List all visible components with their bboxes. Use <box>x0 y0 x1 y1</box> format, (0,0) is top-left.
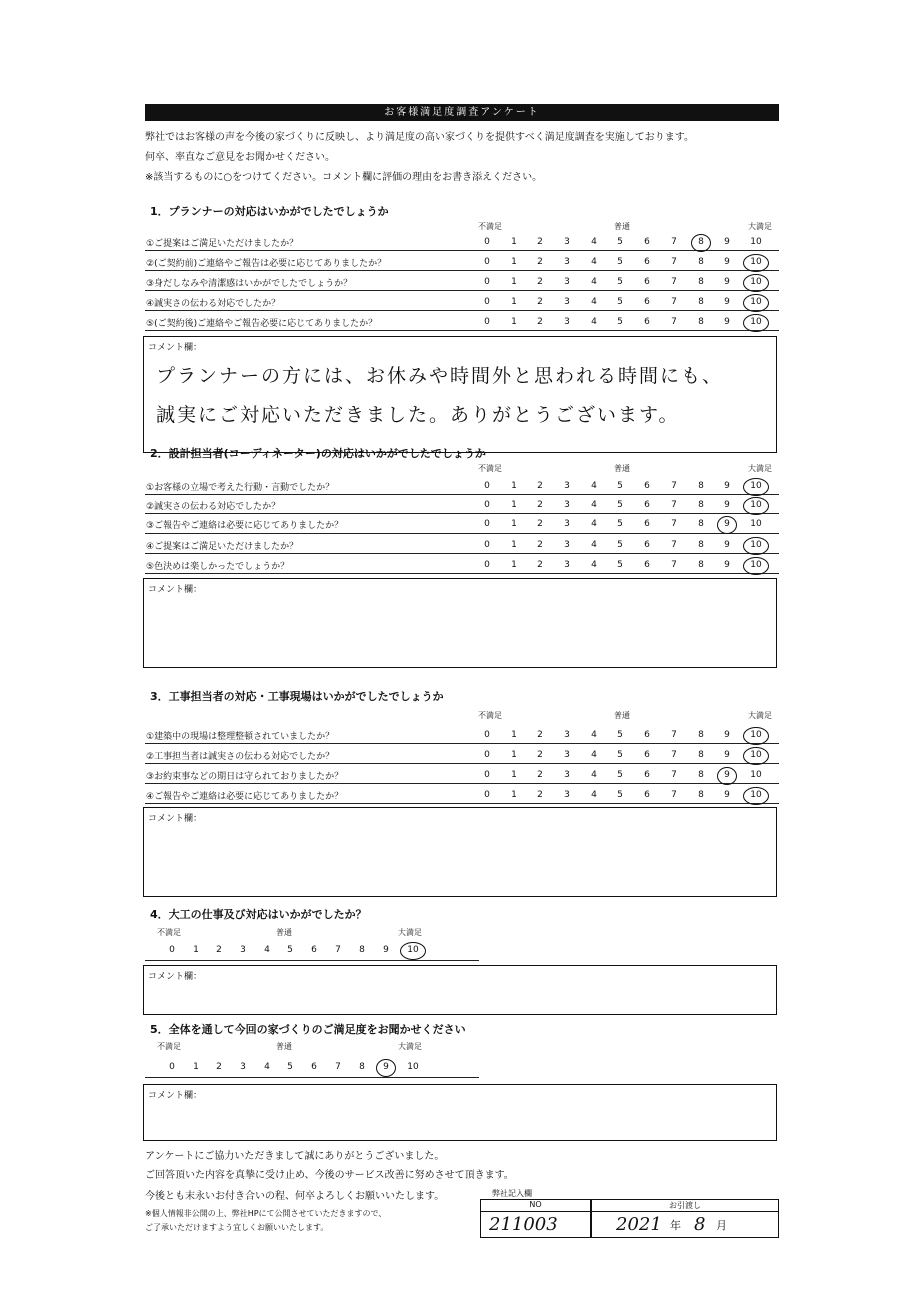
rating-option[interactable]: 4 <box>591 790 597 800</box>
rating-option[interactable]: 8 <box>359 1062 365 1072</box>
section-title: 4．大工の仕事及び対応はいかがでしたか？ <box>150 908 367 921</box>
selected-rating-circle <box>717 767 737 785</box>
rating-option[interactable]: 8 <box>698 540 704 550</box>
rating-option[interactable]: 4 <box>591 730 597 740</box>
rating-option[interactable]: 9 <box>724 481 730 491</box>
rating-option[interactable]: 9 <box>724 297 730 307</box>
rating-option[interactable]: 6 <box>644 317 650 327</box>
question-divider <box>145 513 779 514</box>
intro-line: 何卒、率直なご意見をお聞かせください。 <box>145 152 335 163</box>
section-title: 1．プランナーの対応はいかがでしたでしょうか <box>150 205 389 218</box>
rating-option[interactable]: 8 <box>698 500 704 510</box>
comment-box[interactable] <box>143 965 777 1015</box>
rating-option[interactable]: 4 <box>591 519 597 529</box>
page-title: お客様満足度調査アンケート <box>145 104 779 121</box>
question-text: ①ご提案はご満足いただけましたか？ <box>146 239 299 249</box>
rating-option[interactable]: 7 <box>671 790 677 800</box>
rating-option[interactable]: 9 <box>724 790 730 800</box>
rating-option[interactable]: 3 <box>564 257 570 267</box>
rating-option[interactable]: 5 <box>287 945 293 955</box>
month-unit: 月 <box>716 1219 727 1232</box>
rating-option[interactable]: 3 <box>564 481 570 491</box>
rating-option[interactable]: 7 <box>671 500 677 510</box>
rating-option[interactable]: 7 <box>671 277 677 287</box>
no-label: NO <box>480 1199 591 1211</box>
question-divider <box>145 310 779 311</box>
question-text: ④誠実さの伝わる対応でしたか？ <box>146 299 281 309</box>
rating-option[interactable]: 10 <box>750 277 762 287</box>
rating-option[interactable]: 3 <box>564 560 570 570</box>
rating-option[interactable]: 8 <box>698 297 704 307</box>
rating-option[interactable]: 8 <box>698 560 704 570</box>
question-text: ②工事担当者は誠実さの伝わる対応でしたか？ <box>146 752 335 762</box>
rating-option[interactable]: 2 <box>537 237 543 247</box>
rating-option[interactable]: 10 <box>750 257 762 267</box>
rating-option[interactable]: 6 <box>644 277 650 287</box>
rating-option[interactable]: 9 <box>724 730 730 740</box>
rating-option[interactable]: 9 <box>724 237 730 247</box>
rating-option[interactable]: 5 <box>617 317 623 327</box>
rating-option[interactable]: 2 <box>537 277 543 287</box>
scale-high-label: 大満足 <box>398 1042 422 1051</box>
rating-option[interactable]: 6 <box>644 500 650 510</box>
rating-option[interactable]: 0 <box>484 750 490 760</box>
scale-high-label: 大満足 <box>748 711 772 720</box>
rating-option[interactable]: 10 <box>750 750 762 760</box>
privacy-note: ※個人情報非公開の上、弊社HPにて公開させていただきますので、 <box>145 1209 387 1218</box>
rating-option[interactable]: 8 <box>698 277 704 287</box>
rating-option[interactable]: 4 <box>264 945 270 955</box>
question-divider <box>145 573 779 574</box>
rating-option[interactable]: 1 <box>511 237 517 247</box>
rating-option[interactable]: 5 <box>617 770 623 780</box>
rating-option[interactable]: 9 <box>724 560 730 570</box>
question-divider <box>145 494 779 495</box>
rating-option[interactable]: 9 <box>724 750 730 760</box>
rating-option[interactable]: 3 <box>564 770 570 780</box>
rating-option[interactable]: 6 <box>644 790 650 800</box>
section-title: 3．工事担当者の対応・工事現場はいかがでしたでしょうか <box>150 690 444 703</box>
rating-option[interactable]: 7 <box>671 237 677 247</box>
selected-rating-circle <box>691 234 711 252</box>
rating-option[interactable]: 9 <box>383 1062 389 1072</box>
selected-rating-circle <box>376 1059 396 1077</box>
rating-option[interactable]: 4 <box>591 540 597 550</box>
rating-option[interactable]: 10 <box>750 500 762 510</box>
question-divider <box>145 783 779 784</box>
rating-option[interactable]: 4 <box>591 750 597 760</box>
rating-option[interactable]: 1 <box>511 750 517 760</box>
rating-option[interactable]: 10 <box>407 1062 419 1072</box>
rating-option[interactable]: 4 <box>591 481 597 491</box>
selected-rating-circle <box>743 478 769 496</box>
rating-option[interactable]: 1 <box>511 500 517 510</box>
question-text: ⑤色決めは楽しかったでしょうか？ <box>146 562 290 572</box>
rating-option[interactable]: 4 <box>264 1062 270 1072</box>
question-divider <box>145 553 779 554</box>
scale-high-label: 大満足 <box>398 928 422 937</box>
question-divider <box>145 290 779 291</box>
rating-option[interactable]: 10 <box>750 297 762 307</box>
rating-option[interactable]: 7 <box>671 519 677 529</box>
rating-option[interactable]: 0 <box>484 277 490 287</box>
selected-rating-circle <box>743 254 769 272</box>
rating-option[interactable]: 1 <box>511 519 517 529</box>
rating-option[interactable]: 5 <box>617 481 623 491</box>
rating-option[interactable]: 1 <box>511 540 517 550</box>
rating-option[interactable]: 5 <box>617 540 623 550</box>
rating-option[interactable]: 3 <box>564 500 570 510</box>
rating-option[interactable]: 9 <box>724 257 730 267</box>
rating-option[interactable]: 8 <box>698 770 704 780</box>
comment-label: コメント欄： <box>148 1091 203 1101</box>
rating-option[interactable]: 7 <box>671 560 677 570</box>
question-divider <box>145 1077 479 1078</box>
rating-option[interactable]: 0 <box>169 945 175 955</box>
rating-option[interactable]: 9 <box>724 500 730 510</box>
rating-option[interactable]: 8 <box>698 257 704 267</box>
rating-option[interactable]: 2 <box>537 560 543 570</box>
rating-option[interactable]: 7 <box>671 730 677 740</box>
scale-mid-label: 普通 <box>276 928 292 937</box>
rating-option[interactable]: 0 <box>484 730 490 740</box>
section-title: 2．設計担当者(コーディネーター)の対応はいかがでしたでしょうか <box>150 447 486 460</box>
rating-option[interactable]: 4 <box>591 257 597 267</box>
rating-option[interactable]: 2 <box>537 790 543 800</box>
rating-option[interactable]: 0 <box>484 317 490 327</box>
rating-option[interactable]: 7 <box>671 481 677 491</box>
rating-option[interactable]: 0 <box>484 481 490 491</box>
rating-option[interactable]: 4 <box>591 560 597 570</box>
scale-low-label: 不満足 <box>478 711 502 720</box>
rating-option[interactable]: 9 <box>724 540 730 550</box>
rating-option[interactable]: 3 <box>564 750 570 760</box>
scale-low-label: 不満足 <box>157 1042 181 1051</box>
scale-high-label: 大満足 <box>748 222 772 231</box>
rating-option[interactable]: 7 <box>671 770 677 780</box>
rating-option[interactable]: 8 <box>698 790 704 800</box>
question-divider <box>145 533 779 534</box>
rating-option[interactable]: 8 <box>698 730 704 740</box>
footer-line: 今後とも末永いお付き合いの程、何卒よろしくお願いいたします。 <box>145 1191 445 1202</box>
rating-option[interactable]: 4 <box>591 297 597 307</box>
rating-option[interactable]: 6 <box>644 770 650 780</box>
rating-option[interactable]: 0 <box>484 257 490 267</box>
selected-rating-circle <box>743 274 769 292</box>
rating-option[interactable]: 10 <box>750 560 762 570</box>
rating-option[interactable]: 2 <box>537 481 543 491</box>
selected-rating-circle <box>743 497 769 515</box>
selected-rating-circle <box>717 516 737 534</box>
rating-option[interactable]: 6 <box>644 730 650 740</box>
selected-rating-circle <box>400 942 426 960</box>
rating-option[interactable]: 6 <box>644 481 650 491</box>
rating-option[interactable]: 3 <box>564 519 570 529</box>
rating-option[interactable]: 3 <box>564 297 570 307</box>
rating-option[interactable]: 8 <box>698 519 704 529</box>
rating-option[interactable]: 0 <box>484 237 490 247</box>
rating-option[interactable]: 10 <box>750 730 762 740</box>
rating-option[interactable]: 2 <box>216 945 222 955</box>
rating-option[interactable]: 5 <box>617 790 623 800</box>
rating-option[interactable]: 3 <box>564 730 570 740</box>
question-text: ③身だしなみや清潔感はいかがでしたでしょうか？ <box>146 279 353 289</box>
rating-option[interactable]: 5 <box>617 277 623 287</box>
comment-box[interactable] <box>143 807 777 897</box>
scale-mid-label: 普通 <box>276 1042 292 1051</box>
question-divider <box>145 803 779 804</box>
rating-option[interactable]: 4 <box>591 317 597 327</box>
delivery-year: 2021 <box>616 1214 662 1235</box>
rating-option[interactable]: 9 <box>724 277 730 287</box>
intro-line: ※該当するものに○をつけてください。コメント欄に評価の理由をお書き添えください。 <box>145 172 543 183</box>
intro-line: 弊社ではお客様の声を今後の家づくりに反映し、より満足度の高い家づくりを提供すべく満足度調査を実施しております。 <box>145 132 694 143</box>
rating-option[interactable]: 6 <box>311 1062 317 1072</box>
rating-option[interactable]: 1 <box>511 790 517 800</box>
rating-option[interactable]: 2 <box>216 1062 222 1072</box>
scale-low-label: 不満足 <box>157 928 181 937</box>
rating-option[interactable]: 10 <box>750 237 762 247</box>
footer-line: ご回答頂いた内容を真摯に受け止め、今後のサービス改善に努めさせて頂きます。 <box>145 1170 514 1181</box>
rating-option[interactable]: 2 <box>537 317 543 327</box>
rating-option[interactable]: 3 <box>564 277 570 287</box>
rating-option[interactable]: 6 <box>644 237 650 247</box>
privacy-note: ご了承いただけますよう宜しくお願いいたします。 <box>145 1223 329 1232</box>
rating-option[interactable]: 5 <box>617 297 623 307</box>
rating-option[interactable]: 9 <box>724 519 730 529</box>
handwritten-comment: 誠実にご対応いただきました。ありがとうございます。 <box>156 404 680 426</box>
delivery-label: お引渡し <box>591 1199 779 1211</box>
selected-rating-circle <box>743 727 769 745</box>
question-text: ④ご提案はご満足いただけましたか？ <box>146 542 299 552</box>
rating-option[interactable]: 1 <box>511 560 517 570</box>
rating-option[interactable]: 1 <box>511 317 517 327</box>
question-divider <box>145 763 779 764</box>
rating-option[interactable]: 4 <box>591 237 597 247</box>
scale-low-label: 不満足 <box>478 222 502 231</box>
footer-line: アンケートにご協力いただきまして誠にありがとうございました。 <box>145 1151 445 1162</box>
rating-option[interactable]: 9 <box>724 770 730 780</box>
rating-option[interactable]: 7 <box>671 317 677 327</box>
rating-option[interactable]: 7 <box>335 945 341 955</box>
rating-option[interactable]: 5 <box>617 750 623 760</box>
rating-option[interactable]: 5 <box>617 730 623 740</box>
rating-option[interactable]: 8 <box>698 750 704 760</box>
question-divider <box>145 250 779 251</box>
rating-option[interactable]: 5 <box>617 519 623 529</box>
selected-rating-circle <box>743 787 769 805</box>
scale-low-label: 不満足 <box>478 464 502 473</box>
delivery-month: 8 <box>694 1214 706 1235</box>
rating-option[interactable]: 0 <box>484 297 490 307</box>
rating-option[interactable]: 10 <box>750 770 762 780</box>
question-text: ③お約束事などの期日は守られておりましたか？ <box>146 772 344 782</box>
scale-mid-label: 普通 <box>614 711 630 720</box>
selected-rating-circle <box>743 294 769 312</box>
rating-option[interactable]: 6 <box>644 257 650 267</box>
rating-option[interactable]: 10 <box>750 790 762 800</box>
selected-rating-circle <box>743 557 769 575</box>
comment-label: コメント欄： <box>148 343 203 353</box>
rating-option[interactable]: 3 <box>564 237 570 247</box>
comment-label: コメント欄： <box>148 972 203 982</box>
question-text: ④ご報告やご連絡は必要に応じてありましたか？ <box>146 792 344 802</box>
rating-option[interactable]: 0 <box>484 519 490 529</box>
question-divider <box>145 743 779 744</box>
rating-option[interactable]: 10 <box>750 317 762 327</box>
rating-option[interactable]: 6 <box>644 519 650 529</box>
scale-mid-label: 普通 <box>614 464 630 473</box>
comment-box[interactable] <box>143 1084 777 1141</box>
rating-option[interactable]: 8 <box>359 945 365 955</box>
rating-option[interactable]: 10 <box>407 945 419 955</box>
comment-box[interactable] <box>143 336 777 453</box>
question-text: ①建築中の現場は整理整頓されていましたか？ <box>146 732 335 742</box>
rating-option[interactable]: 9 <box>724 317 730 327</box>
handwritten-comment: プランナーの方には、お休みや時間外と思われる時間にも、 <box>156 365 724 387</box>
rating-option[interactable]: 10 <box>750 481 762 491</box>
rating-option[interactable]: 0 <box>484 500 490 510</box>
rating-option[interactable]: 7 <box>671 297 677 307</box>
rating-option[interactable]: 7 <box>671 540 677 550</box>
rating-option[interactable]: 6 <box>644 750 650 760</box>
rating-option[interactable]: 1 <box>511 730 517 740</box>
rating-option[interactable]: 10 <box>750 519 762 529</box>
rating-option[interactable]: 3 <box>564 317 570 327</box>
office-use-label: 弊社記入欄 <box>492 1189 532 1198</box>
rating-option[interactable]: 5 <box>617 560 623 570</box>
rating-option[interactable]: 3 <box>240 945 246 955</box>
question-divider <box>145 960 479 961</box>
rating-option[interactable]: 2 <box>537 770 543 780</box>
scale-mid-label: 普通 <box>614 222 630 231</box>
rating-option[interactable]: 6 <box>644 540 650 550</box>
rating-option[interactable]: 4 <box>591 277 597 287</box>
rating-option[interactable]: 8 <box>698 237 704 247</box>
rating-option[interactable]: 6 <box>311 945 317 955</box>
selected-rating-circle <box>743 747 769 765</box>
rating-option[interactable]: 4 <box>591 770 597 780</box>
rating-option[interactable]: 5 <box>287 1062 293 1072</box>
rating-option[interactable]: 7 <box>671 257 677 267</box>
rating-option[interactable]: 6 <box>644 297 650 307</box>
rating-option[interactable]: 4 <box>591 500 597 510</box>
rating-option[interactable]: 8 <box>698 317 704 327</box>
rating-option[interactable]: 1 <box>511 297 517 307</box>
rating-option[interactable]: 0 <box>484 790 490 800</box>
rating-option[interactable]: 3 <box>240 1062 246 1072</box>
selected-rating-circle <box>743 314 769 332</box>
question-text: ②(ご契約前)ご連絡やご報告は必要に応じてありましたか？ <box>146 259 387 269</box>
rating-option[interactable]: 2 <box>537 730 543 740</box>
rating-option[interactable]: 9 <box>383 945 389 955</box>
rating-option[interactable]: 2 <box>537 540 543 550</box>
rating-option[interactable]: 0 <box>484 770 490 780</box>
no-value: 211003 <box>489 1214 558 1235</box>
selected-rating-circle <box>743 537 769 555</box>
rating-option[interactable]: 5 <box>617 500 623 510</box>
delivery-field[interactable] <box>591 1211 779 1238</box>
rating-option[interactable]: 6 <box>644 560 650 570</box>
question-text: ①お客様の立場で考えた行動・言動でしたか？ <box>146 483 335 493</box>
comment-label: コメント欄： <box>148 585 203 595</box>
rating-option[interactable]: 1 <box>511 770 517 780</box>
rating-option[interactable]: 8 <box>698 481 704 491</box>
rating-option[interactable]: 1 <box>193 1062 199 1072</box>
rating-option[interactable]: 3 <box>564 540 570 550</box>
rating-option[interactable]: 5 <box>617 257 623 267</box>
question-text: ⑤(ご契約後)ご連絡やご報告必要に応じてありましたか？ <box>146 319 378 329</box>
comment-box[interactable] <box>143 578 777 668</box>
scale-high-label: 大満足 <box>748 464 772 473</box>
rating-option[interactable]: 0 <box>484 540 490 550</box>
rating-option[interactable]: 5 <box>617 237 623 247</box>
rating-option[interactable]: 2 <box>537 500 543 510</box>
rating-option[interactable]: 2 <box>537 297 543 307</box>
rating-option[interactable]: 0 <box>484 560 490 570</box>
rating-option[interactable]: 0 <box>169 1062 175 1072</box>
question-divider <box>145 330 779 331</box>
rating-option[interactable]: 2 <box>537 750 543 760</box>
rating-option[interactable]: 2 <box>537 519 543 529</box>
rating-option[interactable]: 1 <box>511 481 517 491</box>
rating-option[interactable]: 1 <box>193 945 199 955</box>
rating-option[interactable]: 7 <box>671 750 677 760</box>
rating-option[interactable]: 1 <box>511 277 517 287</box>
no-field[interactable] <box>480 1211 591 1238</box>
year-unit: 年 <box>670 1219 681 1232</box>
rating-option[interactable]: 1 <box>511 257 517 267</box>
rating-option[interactable]: 3 <box>564 790 570 800</box>
rating-option[interactable]: 10 <box>750 540 762 550</box>
comment-label: コメント欄： <box>148 814 203 824</box>
section-title: 5．全体を通して今回の家づくりのご満足度をお聞かせください <box>150 1023 466 1036</box>
question-text: ②誠実さの伝わる対応でしたか？ <box>146 502 281 512</box>
question-text: ③ご報告やご連絡は必要に応じてありましたか？ <box>146 521 344 531</box>
rating-option[interactable]: 7 <box>335 1062 341 1072</box>
question-divider <box>145 270 779 271</box>
rating-option[interactable]: 2 <box>537 257 543 267</box>
